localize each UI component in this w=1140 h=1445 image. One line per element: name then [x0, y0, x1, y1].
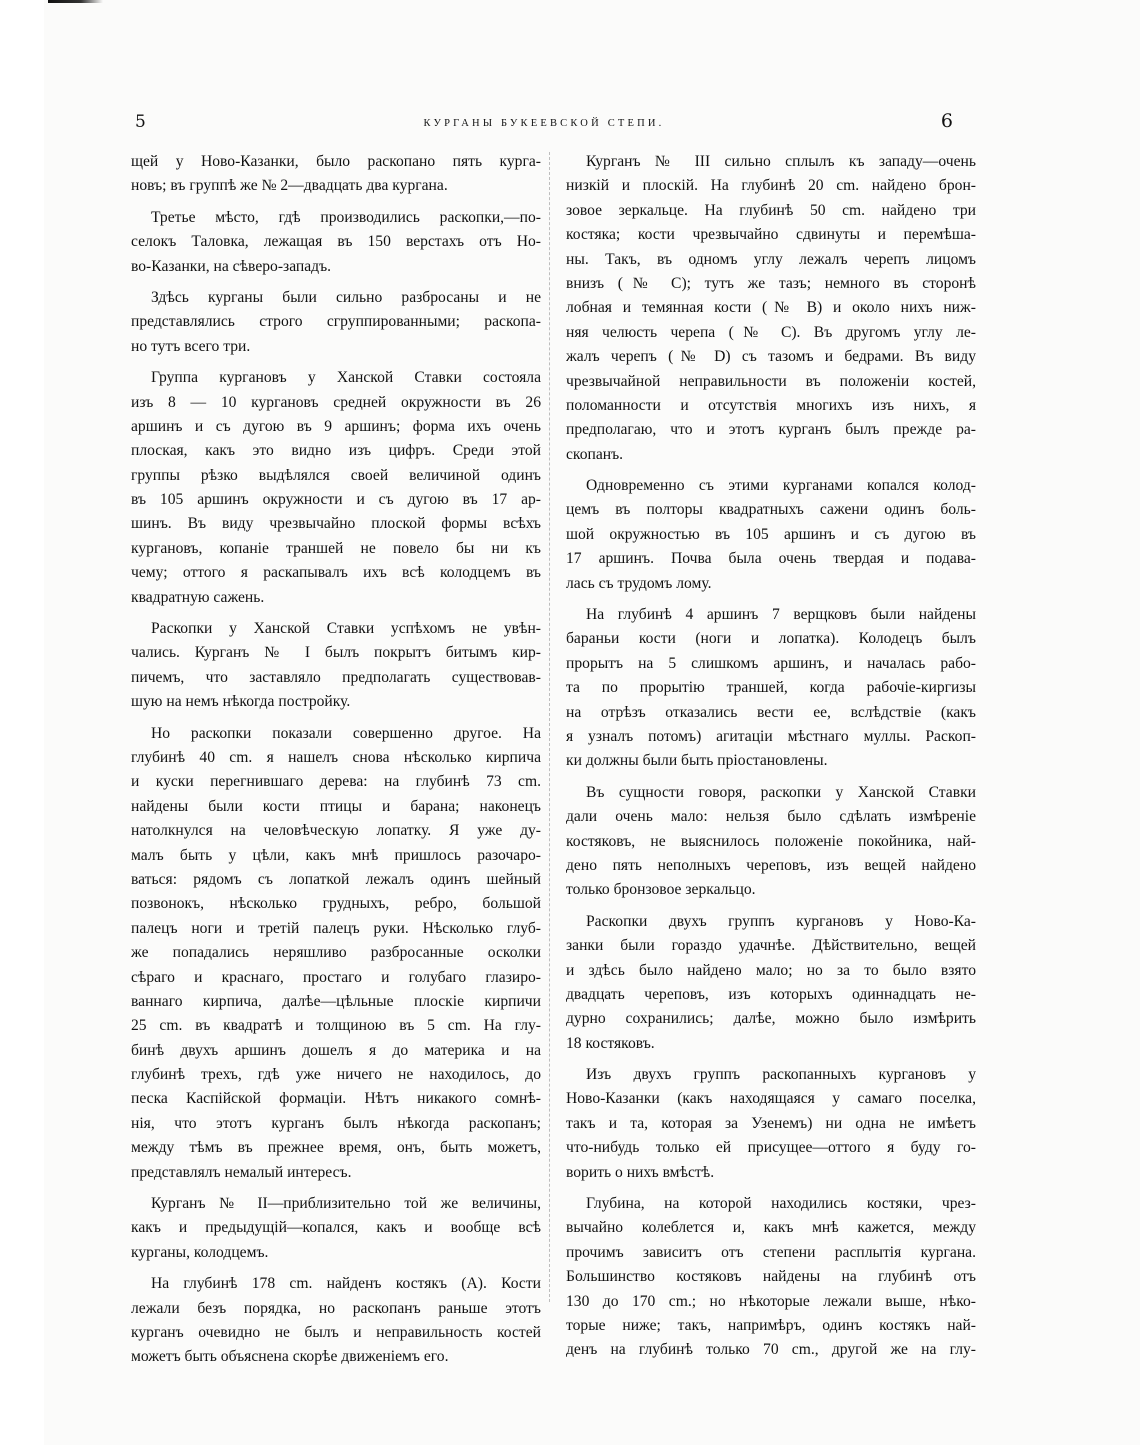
text-line: позвонокъ, нѣсколько грудныхъ, ребро, большой: [131, 895, 541, 913]
text-line: сѣраго и краснаго, простаго и голубаго глазиро-: [131, 968, 541, 986]
text-line: костяка; кости чрезвычайно сдвинуты и перемѣша-: [566, 226, 976, 244]
paragraph: [566, 603, 976, 774]
paragraph: [131, 722, 541, 1185]
text-line: занки были гораздо удачнѣе. Дѣйствительно, вещей: [566, 937, 976, 955]
text-line: жалъ черепъ (№ D) съ тазомъ и бедрами. Въ виду: [566, 348, 976, 366]
paragraph: [131, 206, 541, 279]
text-line: такъ и та, которая за Узенемъ) ни одна не имѣетъ: [566, 1114, 976, 1132]
text-line: пичемъ, что заставляло предполагать существовав-: [131, 668, 541, 686]
text-line: вычайно колеблется и, какъ мнѣ кажется, между: [566, 1219, 976, 1237]
text-line: скопанъ.: [566, 445, 624, 463]
text-line: кургановъ, копаніе траншей не повело бы ни къ: [131, 539, 541, 557]
text-line: найдены были кости птицы и барана; наконецъ: [131, 797, 541, 815]
text-line: палецъ ноги и третій палецъ руки. Нѣсколько глуб-: [131, 919, 541, 937]
paragraph: [131, 150, 541, 199]
paragraph: [131, 286, 541, 359]
text-line: На глубинѣ 178 cm. найденъ костякъ (А). Кости: [151, 1275, 541, 1293]
text-line: и здѣсь было найдено мало; но за то было взято: [566, 961, 976, 979]
paragraph: [566, 474, 976, 596]
text-line: Раскопки двухъ группъ кургановъ у Ново-Ка-: [586, 912, 976, 930]
text-line: Одновременно съ этими курганами копался колод-: [586, 477, 976, 495]
text-line: нія, что этотъ курганъ былъ нѣкогда раскопанъ;: [131, 1114, 541, 1132]
text-line: изъ 8 — 10 кургановъ средней окружности въ 26: [131, 393, 541, 411]
paragraph: [566, 1063, 976, 1185]
text-line: ваться: рядомъ съ лопаткой лежалъ одинъ шейный: [131, 870, 541, 888]
text-line: Глубина, на которой находились костяки, чрез-: [586, 1195, 976, 1213]
text-line: прочимъ зависитъ отъ степени расплытія кургана.: [566, 1243, 976, 1261]
text-line: На глубинѣ 4 аршинъ 7 верщковъ были найдены: [586, 606, 976, 624]
text-line: зовое зеркальце. На глубинѣ 50 cm. найдено три: [566, 201, 976, 219]
text-line: бинѣ двухъ аршинъ дошелъ я до материка и на: [131, 1041, 541, 1059]
text-line: шую на немъ нѣкогда постройку.: [131, 693, 351, 711]
text-line: щей у Ново-Казанки, было раскопано пять курга-: [131, 153, 541, 170]
text-line: представлялись строго сгруппированными; раскопа-: [131, 313, 541, 331]
text-line: на отрѣзъ отказались вести ее, вслѣдствіе (какъ: [566, 703, 976, 721]
text-line: лась съ трудомъ лому.: [566, 574, 712, 592]
text-line: только бронзовое зеркальцо.: [566, 881, 756, 899]
text-line: ны. Такъ, въ одномъ углу лежалъ черепъ лицомъ: [566, 250, 976, 268]
text-line: Курганъ № II—приблизительно той же величины,: [151, 1195, 541, 1213]
left-column: [131, 150, 541, 1377]
text-line: что-нибудь только ей присущее—оттого я буду го-: [566, 1139, 976, 1157]
text-line: предполагаю, что и этотъ курганъ былъ прежде ра-: [566, 421, 976, 439]
text-line: Группа кургановъ у Ханской Ставки состояла: [151, 369, 541, 387]
text-line: поломанности и отсутствія многихъ изъ нихъ, я: [566, 396, 976, 414]
text-line: я узналъ потомъ) агитаціи мѣстнаго муллы. Раскоп-: [566, 727, 976, 745]
text-line: Третье мѣсто, гдѣ производились раскопки,—по-: [151, 208, 541, 226]
text-line: Но раскопки показали совершенно другое. На: [151, 724, 541, 742]
text-line: аршинъ и съ дугою въ 9 аршинъ; форма ихъ очень: [131, 417, 541, 435]
text-line: цемъ въ полторы квадратныхъ сажени одинъ боль-: [566, 501, 976, 519]
text-line: Изъ двухъ группъ раскопанныхъ кургановъ у: [586, 1066, 976, 1084]
text-line: новъ; въ группѣ же № 2—двадцать два кургана.: [131, 177, 448, 195]
text-line: денъ на глубинѣ только 70 cm., другой же на глу-: [566, 1341, 976, 1359]
text-line: торые ниже; такъ, напримѣръ, одинъ костякъ най-: [566, 1316, 976, 1334]
text-line: прорытъ на 5 слишкомъ аршинъ, и началась рабо-: [566, 654, 976, 672]
paragraph: [131, 1192, 541, 1265]
text-line: песка Каспійской формаціи. Нѣтъ никакого сомнѣ-: [131, 1090, 541, 1108]
text-line: лобная и темянная кости (№ В) и около нихъ ниж-: [566, 299, 976, 317]
text-line: курганъ очевидно не былъ и неправильность костей: [131, 1323, 541, 1341]
text-line: Большинство костяковъ найдены на глубинѣ отъ: [566, 1268, 976, 1286]
text-line: курганы, колодцемъ.: [131, 1243, 269, 1261]
text-line: костяковъ, не выяснилось положеніе покойника, най-: [566, 832, 976, 850]
text-line: селокъ Таловка, лежащая въ 150 верстахъ отъ Но-: [131, 233, 541, 251]
text-line: дали очень мало: нельзя было сдѣлать измѣреніе: [566, 808, 976, 826]
text-line: но тутъ всего три.: [131, 337, 251, 355]
text-line: внизъ (№ С); тутъ же тазъ; немного въ сторонѣ: [566, 274, 976, 292]
text-line: шинъ. Въ виду чрезвычайно плоской формы всѣхъ: [131, 515, 541, 533]
paragraph: [566, 910, 976, 1056]
text-line: можетъ быть объяснена скорѣе движеніемъ его.: [131, 1348, 449, 1366]
text-line: 25 cm. въ квадратѣ и толщиною въ 5 cm. На глу-: [131, 1017, 541, 1035]
paragraph: [566, 1192, 976, 1363]
text-line: чрезвычайной неправильности въ положеніи костей,: [566, 372, 976, 390]
text-line: чему; оттого я раскапывалъ ихъ всѣ колодцемъ въ: [131, 564, 541, 582]
text-line: какъ и предыдущій—копался, какъ и вообще всѣ: [131, 1219, 541, 1237]
text-line: во-Казанки, на сѣверо-западъ.: [131, 257, 332, 275]
paragraph: [131, 617, 541, 715]
text-line: ворить о нихъ вмѣстѣ.: [566, 1163, 715, 1181]
text-line: бараньи кости (ноги и лопатка). Колодецъ былъ: [566, 630, 976, 648]
paragraph: [131, 366, 541, 610]
text-line: глубинѣ трехъ, гдѣ уже ничего не находилось, до: [131, 1066, 541, 1084]
text-line: Раскопки у Ханской Ставки успѣхомъ не увѣн-: [151, 620, 541, 638]
text-line: и куски перегнившаго дерева: на глубинѣ 73 cm.: [131, 773, 541, 791]
text-line: Ново-Казанки (какъ находящаяся у самаго поселка,: [566, 1090, 976, 1108]
text-line: лежали безъ порядка, но раскопанъ раньше этотъ: [131, 1299, 541, 1317]
text-line: няя челюсть черепа (№ С). Въ другомъ углу ле-: [566, 323, 976, 341]
text-line: дено пять неполныхъ череповъ, изъ вещей найдено: [566, 856, 976, 874]
text-line: Здѣсь курганы были сильно разбросаны и не: [151, 288, 541, 306]
text-line: низкій и плоскій. На глубинѣ 20 cm. найдено брон-: [566, 177, 976, 195]
text-line: натолкнулся на человѣческую лопатку. Я уже ду-: [131, 822, 541, 840]
running-header: [135, 112, 953, 138]
page-number-left: 5: [135, 112, 146, 132]
text-line: глубинѣ 40 cm. я нашелъ снова нѣсколько кирпича: [131, 748, 541, 766]
text-line: Курганъ № III сильно сплылъ къ западу—очень: [586, 153, 976, 170]
text-line: же попадались неряшливо разбросанные осколки: [131, 944, 541, 962]
text-line: двадцать череповъ, изъ которыхъ одиннадцать не-: [566, 985, 976, 1003]
text-line: малъ быть у цѣли, какъ мнѣ пришлось разочаро-: [131, 846, 541, 864]
text-line: Въ сущности говоря, раскопки у Ханской Ставки: [586, 783, 976, 801]
paragraph: [131, 1272, 541, 1370]
right-column: [566, 150, 976, 1370]
text-line: группы рѣзко выдѣлялся своей величиной одинъ: [131, 466, 541, 484]
paragraph: [566, 781, 976, 903]
text-line: ки должны были быть пріостановлены.: [566, 752, 828, 770]
text-line: дурно сохранились; далѣе, можно было измѣрить: [566, 1010, 976, 1028]
text-line: плоская, какъ это видно изъ цифръ. Среди этой: [131, 442, 541, 460]
text-line: между тѣмъ въ прежнее время, онъ, быть можетъ,: [131, 1139, 541, 1157]
text-line: 130 до 170 cm.; но нѣкоторые лежали выше, нѣко-: [566, 1292, 976, 1310]
text-line: представлялъ немалый интересъ.: [131, 1163, 352, 1181]
text-line: 18 костяковъ.: [566, 1034, 655, 1052]
scan-edge-mark: [48, 0, 103, 3]
running-title: КУРГАНЫ БУКЕЕВСКОЙ СТЕПИ.: [423, 118, 665, 129]
text-line: въ 105 аршинъ окружности и съ дугою въ 17 ар-: [131, 491, 541, 509]
text-line: квадратную сажень.: [131, 588, 265, 606]
text-line: та по прорытію траншей, когда рабочіе-киргизы: [566, 679, 976, 697]
page-number-right: 6: [940, 110, 953, 132]
column-divider: [549, 152, 550, 1302]
text-line: ваннаго кирпича, далѣе—цѣльные плоскіе кирпичи: [131, 992, 541, 1010]
text-line: шой окружностью въ 105 аршинъ и съ дугою въ: [566, 525, 976, 543]
text-line: 17 аршинъ. Почва была очень твердая и подава-: [566, 550, 976, 568]
paragraph: [566, 150, 976, 467]
text-line: чались. Курганъ № I былъ покрытъ битымъ кир-: [131, 644, 541, 662]
